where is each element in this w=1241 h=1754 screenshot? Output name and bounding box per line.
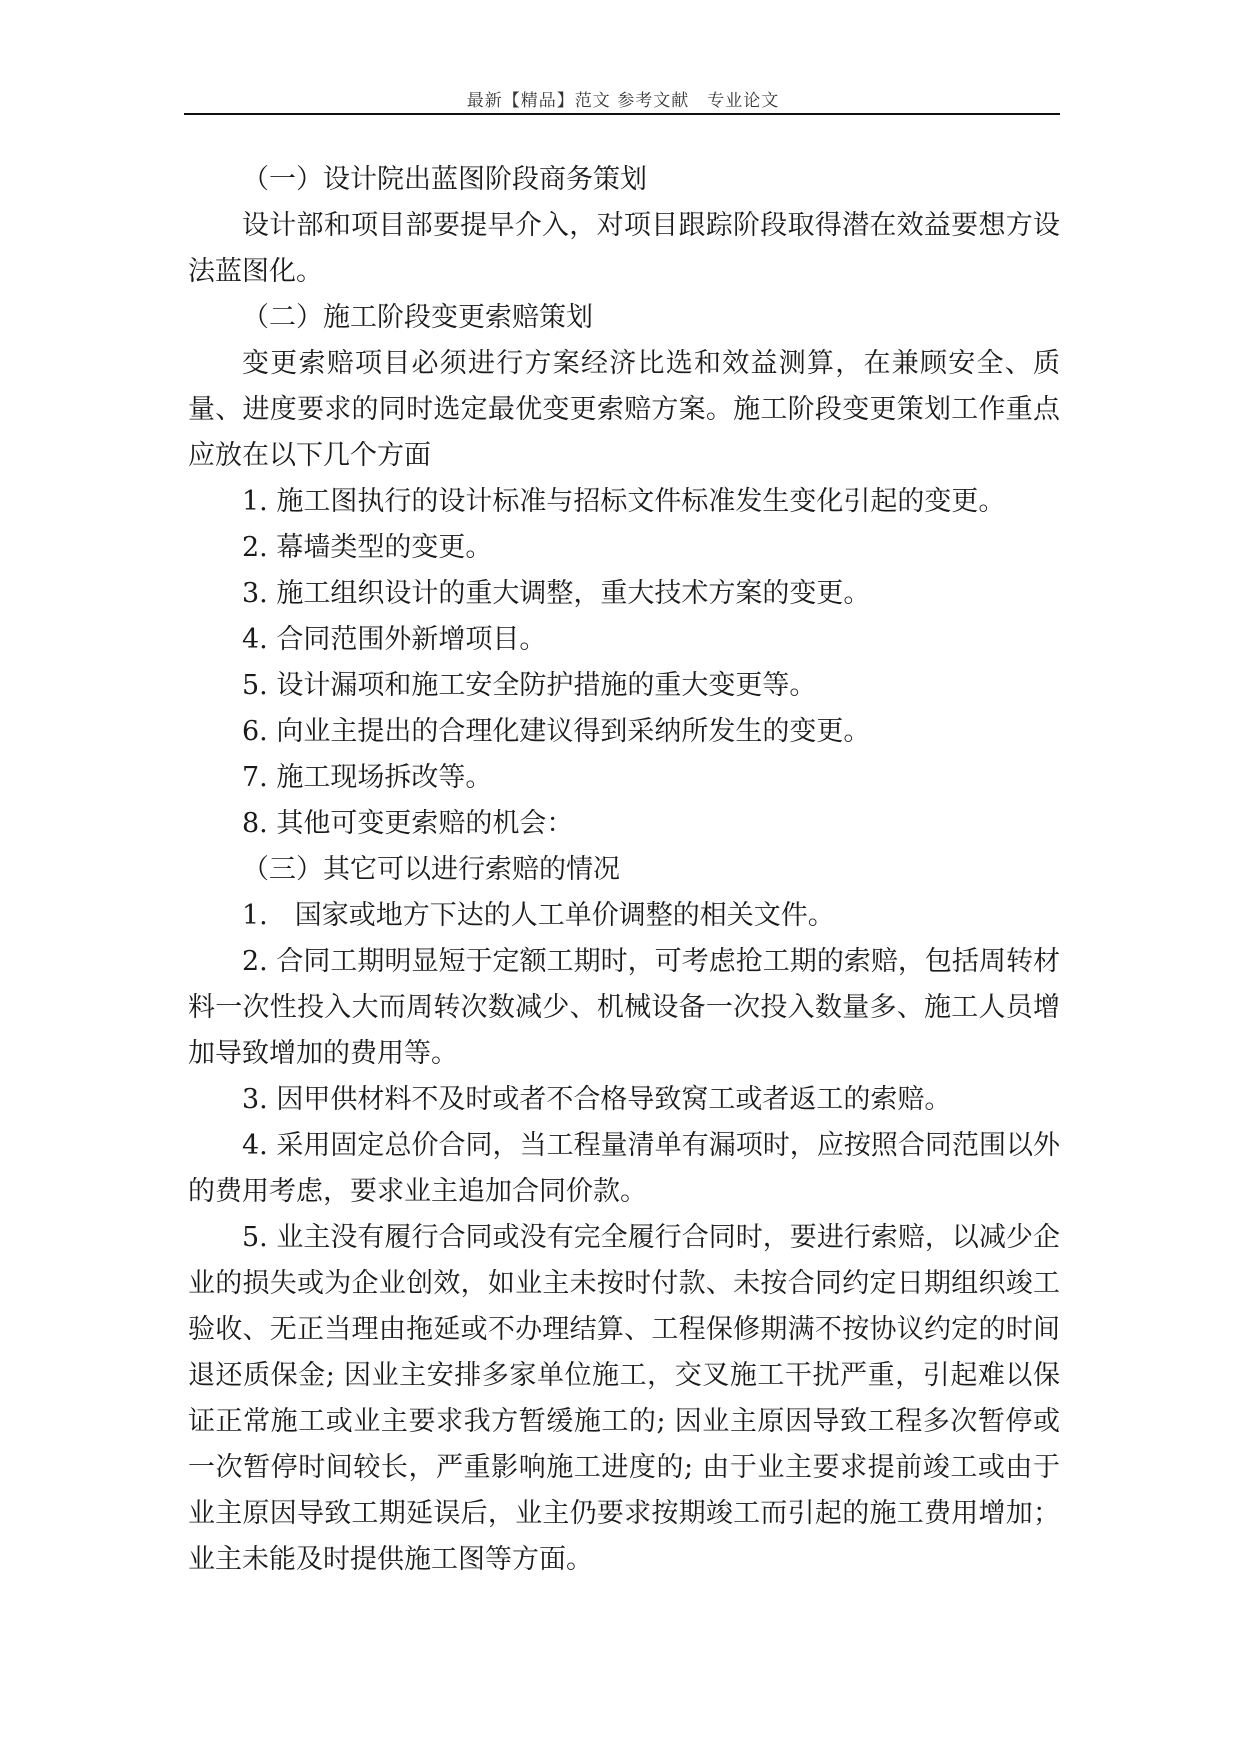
list-item: 3. 施工组织设计的重大调整，重大技术方案的变更。: [242, 578, 871, 609]
section-heading-3: （三）其它可以进行索赔的情况: [242, 854, 620, 885]
list-item: 3. 因甲供材料不及时或者不合格导致窝工或者返工的索赔。: [242, 1084, 952, 1115]
list-item: 2. 幕墙类型的变更。: [242, 532, 493, 563]
list-item: 1. 国家或地方下达的人工单价调整的相关文件。: [242, 900, 835, 931]
list-item: 8. 其他可变更索赔的机会：: [242, 808, 574, 839]
list-item: 2. 合同工期明显短于定额工期时，可考虑抢工期的索赔，包括周转材料一次性投入大而周转次数减少、机械设备一次投入数量多、施工人员增加导致增加的费用等。: [188, 946, 1060, 1069]
list-item: 4. 合同范围外新增项目。: [242, 624, 547, 655]
section-heading-1: （一）设计院出蓝图阶段商务策划: [242, 164, 647, 195]
document-body: [188, 157, 1060, 1583]
header-divider: [184, 113, 1060, 115]
section-heading-2: （二）施工阶段变更索赔策划: [242, 302, 593, 333]
page-header: 最新【精品】范文 参考文献 专业论文: [466, 91, 780, 111]
list-item: 5. 业主没有履行合同或没有完全履行合同时，要进行索赔，以减少企业的损失或为企业创效，如业主未按时付款、未按合同约定日期组织竣工验收、无正当理由拖延或不办理结算、工程保修期满不按协议约定的时间退还质保金; 因业主安排多家单位施工，交叉施工干扰严重，引起难以保证正常施工或业主要求我方暂缓施工的; 因业主原因导致工程多次暂停或一次暂停时间较长，严重影响施工进度的; 由于业主要求提前竣工或由于业主原因导致工期延误后，业主仍要求按期竣工而引起的施工费用增加；业主未能及时提供施工图等方面。: [188, 1222, 1060, 1575]
list-item: 5. 设计漏项和施工安全防护措施的重大变更等。: [242, 670, 817, 701]
paragraph: 设计部和项目部要提早介入，对项目跟踪阶段取得潜在效益要想方设法蓝图化。: [188, 210, 1060, 287]
list-item: 7. 施工现场拆改等。: [242, 762, 493, 793]
list-item: 1. 施工图执行的设计标准与招标文件标准发生变化引起的变更。: [242, 486, 1006, 517]
paragraph: 变更索赔项目必须进行方案经济比选和效益测算，在兼顾安全、质量、进度要求的同时选定最优变更索赔方案。施工阶段变更策划工作重点应放在以下几个方面: [188, 348, 1060, 471]
list-item: 4. 采用固定总价合同，当工程量清单有漏项时，应按照合同范围以外的费用考虑，要求业主追加合同价款。: [188, 1130, 1060, 1207]
list-item: 6. 向业主提出的合理化建议得到采纳所发生的变更。: [242, 716, 871, 747]
